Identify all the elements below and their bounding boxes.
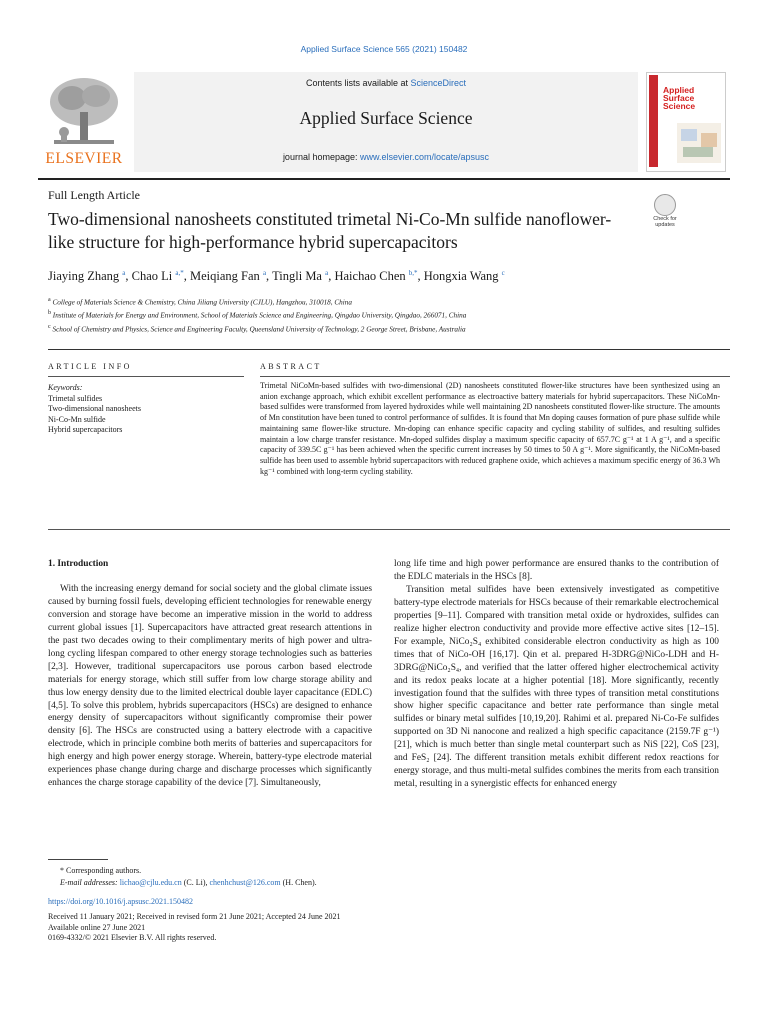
email-note <box>60 877 317 889</box>
email-link[interactable]: chenhchust@126.com <box>209 878 281 887</box>
cover-title <box>663 86 725 110</box>
affiliation-mark: c <box>48 323 51 330</box>
email-link[interactable]: lichao@cjlu.edu.cn <box>119 878 182 887</box>
author-affil-mark[interactable]: c <box>501 269 505 277</box>
author-name[interactable]: Haichao Chen <box>334 269 406 284</box>
masthead <box>38 72 730 174</box>
affiliation-mark: a <box>48 297 51 303</box>
affiliation <box>48 308 466 321</box>
header-rule <box>38 178 730 180</box>
publisher-wordmark: ELSEVIER <box>45 150 123 167</box>
author-affil-mark[interactable]: a <box>262 269 267 277</box>
author-name[interactable]: Chao Li <box>131 269 173 284</box>
cover-title-line2: Surface Science <box>663 93 696 111</box>
footnotes <box>60 865 317 889</box>
author-name[interactable]: Jiaying Zhang <box>48 269 120 284</box>
corresponding-text: Corresponding authors. <box>66 866 142 875</box>
body-paragraph: Transition metal sulfides have been extensively investigated as competitive battery-type electrode materials for HSCs because of their remarkable electrochemical properties [9–11]. Compared with transition metal oxide or hydroxides, sulfides can realize higher electron conductivity and provide more effective active sites [12–15]. For example, NiCo₂S₄ exhibited considerable electron conductivity as high as 100 times that of NiCo-OH [16,17]. Qin et al. prepared H-3DRG@NiCo-LDH and H-3DRG@NiCo₂S₄, and verified that the latter offered higher electrochemical activity and its redox peaks locate at a higher potential [18]. More significantly, recently investigation found that the sulfides with three types of transition metal constitutions show higher specific capacitance and better rate performance than single metal sulfides or binary metal sulfides [10,19,20]. Rahimi et al. prepared Ni-Co-Fe sulfides supported on 3D Ni nanocone and realized a high specific capacitance (2159.7F g⁻¹) [21], which is much better than single metal counterpart such as NiS [22], CoS [23], and FeS₂ [24]. The different transition metals exhibit different redox reactions for energy storage, and thus multi-metal sulfides combines the merits from each transition metal, resulting in a synergistic effects for enhanced energy <box>394 584 719 790</box>
article-info-heading: ARTICLE INFO <box>48 362 132 371</box>
journal-title: Applied Surface Science <box>299 108 473 128</box>
author-affil-mark[interactable]: b,* <box>408 269 418 277</box>
author-affil-mark[interactable]: a <box>325 269 329 277</box>
contents-line <box>134 78 638 88</box>
email-owner: (C. Li), <box>181 878 210 887</box>
doi-link[interactable]: https://doi.org/10.1016/j.apsusc.2021.150482 <box>48 897 193 906</box>
keyword: Trimetal sulfides <box>48 393 103 403</box>
author-name[interactable]: Tingli Ma <box>272 269 322 284</box>
abstract-end-rule <box>48 529 730 530</box>
journal-band <box>134 72 638 172</box>
body-column-left <box>48 558 372 790</box>
keywords-block <box>48 383 141 436</box>
citation-link[interactable]: Applied Surface Science 565 (2021) 150482 <box>300 44 468 54</box>
affiliation-text: Institute of Materials for Energy and Environment, School of Materials Science and Engineering, Qingdao University, Qingdao, 266071, China <box>52 311 467 320</box>
article-info-rule <box>48 376 244 377</box>
check-updates-icon <box>654 194 676 216</box>
tree-icon <box>46 76 122 150</box>
homepage-prefix: journal homepage: <box>282 152 360 162</box>
publication-dates <box>48 912 341 944</box>
check-updates-label-1: Check for <box>653 216 677 222</box>
cover-strip <box>649 75 658 167</box>
article-title: Two-dimensional nanosheets constituted trimetal Ni-Co-Mn sulfide nanoflower-like structure for high-performance hybrid supercapacitors <box>48 209 612 252</box>
body-paragraph: With the increasing energy demand for social society and the global climate issues caused by burning fossil fuels, developing efficient technologies for renewable energy conversion and storage have become an imperative mission in the world to address current global issues [1]. Supercapacitors have attracted great research attentions in the past two decades owing to their complimentary merits of high power and ultra-long cycling lifespan compared to other energy storage technologies such as batteries [2,3]. However, traditional supercapacitors use porous carbon based electrode materials for energy storage, which still suffer from low charge storage ability and thus low energy density due to the limited electrical double layer capacitance (EDLC) [4,5]. To solve this problem, hybrids supercapacitors (HSCs) are designed to enhance energy density of supercapacitors without significantly compromise their power density [6]. The HSCs are constructed using a battery electrode with a capacitive electrode, which in principle combine both merits of batteries and supercapacitors for high energy and high power energy storage. Wherein, battery-type electrode material experiences phase change during charge and discharge processes which significantly enhances the charge storage capability of the device [7]. Simultaneously, <box>48 583 372 789</box>
abstract-rule <box>260 376 730 377</box>
keyword: Ni-Co-Mn sulfide <box>48 414 106 424</box>
author-affil-mark[interactable]: a <box>122 269 126 277</box>
homepage-link[interactable]: www.elsevier.com/locate/apsusc <box>360 152 490 162</box>
affiliation-text: School of Chemistry and Physics, Science and Engineering Faculty, Queensland University of Technology, 2 George Street, Brisbane, Australia <box>52 325 466 334</box>
footnote-rule <box>48 859 108 860</box>
keyword: Hybrid supercapacitors <box>48 425 123 434</box>
sciencedirect-link[interactable]: ScienceDirect <box>410 78 467 88</box>
affiliations <box>48 295 466 335</box>
affiliation-text: College of Materials Science & Chemistry, China Jiliang University (CJLU), Hangzhou, 310018, China <box>52 298 352 307</box>
email-owner: (H. Chen). <box>280 878 317 887</box>
date-line: Received 11 January 2021; Received in revised form 21 June 2021; Accepted 24 June 2021 <box>48 912 341 921</box>
email-label: E-mail addresses: <box>60 878 118 887</box>
elsevier-logo[interactable] <box>38 72 130 172</box>
affiliation <box>48 322 466 335</box>
author-affil-mark[interactable]: a,* <box>175 269 184 277</box>
body-column-right <box>394 558 719 791</box>
copyright-line: 0169-4332/© 2021 Elsevier B.V. All rights reserved. <box>48 933 217 942</box>
affiliation <box>48 295 466 308</box>
keywords-label: Keywords: <box>48 383 83 392</box>
check-updates-label-2: updates <box>655 222 675 228</box>
abstract-text: Trimetal NiCoMn-based sulfides with two-dimensional (2D) nanosheets constituted flower-like structures have been synthesized using an anion exchange approach, which exhibit excellent performance as electroactive battery materials for hybrid supercapacitors. These NiCoMn-based sulfides were transformed from layered hydroxides while well maintaining 2D nanosheets constituted flower-like structure. The amounts of Mn constitution have been tuned to control performance of sulfides. It is found that Mn doping causes formation of pure phase sulfide while maintaining same flower-like structure. Mn-doping can enhance specific capacity and cycling stability of sulfides, and resulting sulfides maintain a low charge transfer resistance. Mn-doped sulfides display a maximum specific capacity of 657.7C g⁻¹ at 1 A g⁻¹, and a specific capacity of 339.5C g⁻¹ has been achieved when the specific current increases by 50 times to 50 A g⁻¹. More significantly, the NiCoMn-based sulfide has been used to assemble hybrid supercapacitors with reduced graphene oxide, which achieves a maximum specific energy of 36.3 Wh kg⁻¹ combined with long-term cycling stability. <box>260 381 720 476</box>
journal-cover-thumbnail[interactable] <box>646 72 726 172</box>
body-paragraph: long life time and high power performance are ensured thanks to the contribution of the EDLC materials in the HSCs [8]. <box>394 559 719 582</box>
homepage-line <box>134 152 638 162</box>
affiliation-mark: b <box>48 310 51 317</box>
cover-graphic <box>677 123 721 163</box>
cover-title-line1: Applied <box>663 85 695 95</box>
article-type: Full Length Article <box>48 188 140 202</box>
section-heading: 1. Introduction <box>48 559 109 569</box>
date-line: Available online 27 June 2021 <box>48 922 146 932</box>
abstract-heading: ABSTRACT <box>260 362 322 371</box>
contents-prefix: Contents lists available at <box>305 78 411 88</box>
keyword: Two-dimensional nanosheets <box>48 404 141 413</box>
corresponding-note: * Corresponding authors. <box>60 866 142 875</box>
check-for-updates-button[interactable] <box>650 194 680 228</box>
author-list: Jiaying Zhang $^a$, Chao Li $^{a,*}$, Meiqiang Fan $^a$, Tingli Ma $^a$, Haichao Chen $^{b,*}$, Hongxia Wang $^c$ <box>48 269 505 284</box>
author-name[interactable]: Hongxia Wang <box>423 269 499 284</box>
section-rule <box>48 349 730 350</box>
author-name[interactable]: Meiqiang Fan <box>190 269 260 284</box>
